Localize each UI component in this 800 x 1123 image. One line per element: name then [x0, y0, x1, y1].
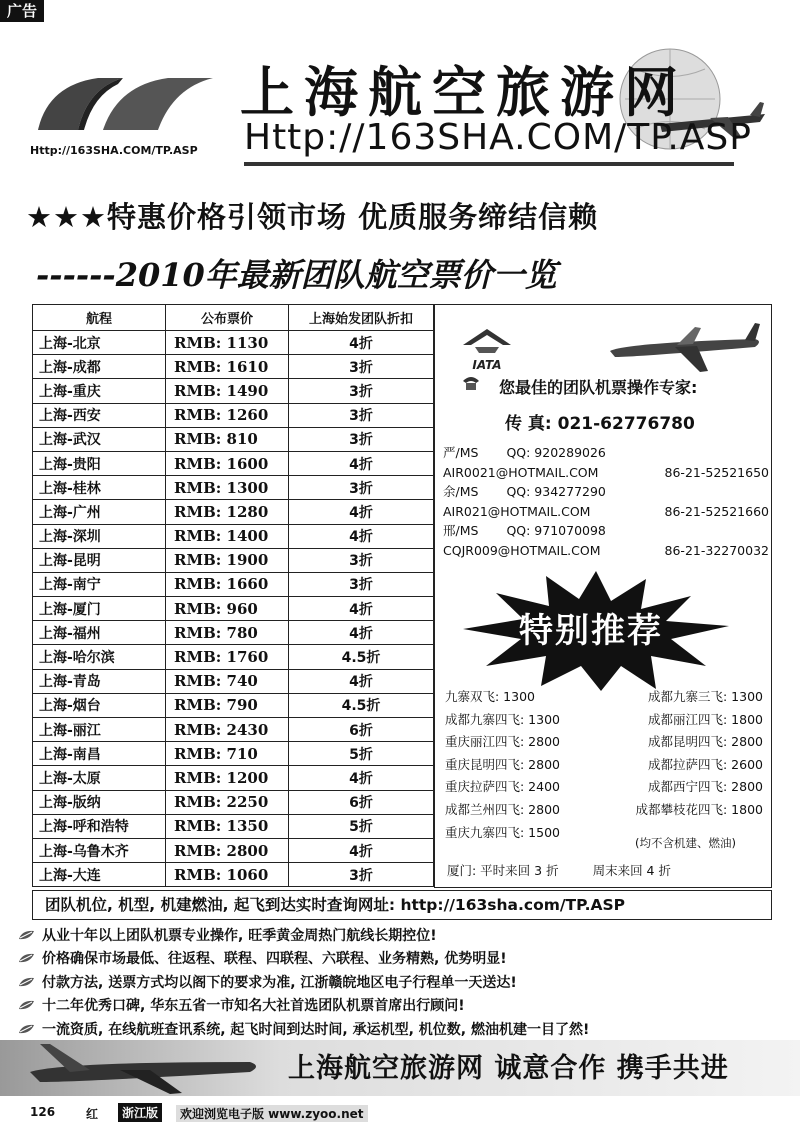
query-url-bar: 团队机位, 机型, 机建燃油, 起飞到达实时查询网址: http://163sha.com/TP.ASP — [32, 890, 772, 920]
contact-qq: QQ: 920289026 — [506, 445, 606, 460]
route-cell: 上海-贵阳 — [33, 451, 166, 475]
fare-cell: RMB: 1350 — [166, 814, 289, 838]
route-cell: 上海-武汉 — [33, 427, 166, 451]
contact-name: 余/MS — [443, 484, 479, 499]
page-footer — [0, 1103, 800, 1123]
contact-qq: QQ: 934277290 — [506, 484, 606, 499]
table-row — [33, 838, 434, 862]
header-route: 航程 — [33, 305, 166, 331]
table-row — [33, 669, 434, 693]
xiamen-offer — [447, 861, 701, 879]
fare-cell: RMB: 2250 — [166, 790, 289, 814]
table-row — [33, 597, 434, 621]
route-cell: 上海-桂林 — [33, 476, 166, 500]
logo-url: Http://163SHA.COM/TP.ASP — [30, 144, 198, 157]
magazine-name: 红 — [86, 1107, 99, 1121]
bullet-text: 价格确保市场最低、往返程、联程、四联程、六联程、业务精熟, 优势明显! — [42, 951, 507, 968]
route-cell: 上海-厦门 — [33, 597, 166, 621]
route-right: 成都拉萨四飞: 2600 — [648, 756, 763, 772]
discount-cell: 4.5折 — [289, 645, 434, 669]
brand-title: 上海航空旅游网 — [240, 60, 688, 124]
route-cell: 上海-烟台 — [33, 693, 166, 717]
page-number: 126 — [30, 1105, 56, 1119]
contact-qq: QQ: 971070098 — [506, 523, 606, 538]
special-recommend-title: 特别推荐 — [519, 611, 663, 651]
discount-cell: 4折 — [289, 669, 434, 693]
table-row — [33, 355, 434, 379]
route-cell: 上海-深圳 — [33, 524, 166, 548]
route-row — [445, 800, 763, 823]
list-title: ------2010年最新团队航空票价一览 — [36, 256, 557, 294]
fare-cell: RMB: 1400 — [166, 524, 289, 548]
contact-name: 邢/MS — [443, 523, 479, 538]
fare-cell: RMB: 780 — [166, 621, 289, 645]
route-cell: 上海-丽江 — [33, 718, 166, 742]
list-item — [18, 947, 798, 971]
route-left: 成都兰州四飞: 2800 — [445, 801, 560, 817]
discount-cell: 4折 — [289, 331, 434, 355]
route-cell: 上海-成都 — [33, 355, 166, 379]
route-cell: 上海-哈尔滨 — [33, 645, 166, 669]
url-underline — [244, 162, 734, 166]
discount-cell: 3折 — [289, 427, 434, 451]
fare-cell: RMB: 1660 — [166, 572, 289, 596]
route-cell: 上海-重庆 — [33, 379, 166, 403]
xiamen-weekend: 周末来回 4 折 — [592, 863, 671, 878]
discount-cell: 3折 — [289, 572, 434, 596]
tour-route-list — [445, 687, 763, 845]
route-left: 重庆丽江四飞: 2800 — [445, 734, 560, 750]
route-left: 九寨双飞: 1300 — [445, 689, 535, 704]
discount-cell: 3折 — [289, 403, 434, 427]
table-row — [33, 766, 434, 790]
route-left: 重庆昆明四飞: 2800 — [445, 756, 560, 772]
discount-cell: 5折 — [289, 814, 434, 838]
route-cell: 上海-广州 — [33, 500, 166, 524]
list-item — [18, 1017, 798, 1041]
route-cell: 上海-大连 — [33, 863, 166, 887]
route-cell: 上海-太原 — [33, 766, 166, 790]
footer-slogan: 上海航空旅游网 诚意合作 携手共进 — [288, 1053, 729, 1084]
route-row — [445, 710, 763, 733]
contact-row — [443, 521, 769, 541]
route-cell: 上海-呼和浩特 — [33, 814, 166, 838]
fare-cell: RMB: 1260 — [166, 403, 289, 427]
list-item — [18, 994, 798, 1018]
route-row — [445, 755, 763, 778]
header — [0, 22, 800, 182]
table-header-row — [33, 305, 434, 331]
table-row — [33, 863, 434, 887]
route-cell: 上海-福州 — [33, 621, 166, 645]
fare-cell: RMB: 1060 — [166, 863, 289, 887]
list-item — [18, 970, 798, 994]
contact-panel — [434, 304, 772, 888]
contact-phone: 86-21-52521660 — [664, 503, 769, 519]
leaf-bullet-icon — [18, 999, 36, 1011]
discount-cell: 5折 — [289, 742, 434, 766]
table-row — [33, 548, 434, 572]
fare-cell: RMB: 960 — [166, 597, 289, 621]
fare-cell: RMB: 1760 — [166, 645, 289, 669]
discount-cell: 4折 — [289, 621, 434, 645]
edition-badge: 浙江版 — [118, 1103, 162, 1122]
route-row — [445, 687, 763, 710]
route-right: 成都攀枝花四飞: 1800 — [635, 801, 763, 817]
route-row — [445, 777, 763, 800]
phone-icon — [461, 373, 481, 391]
table-row — [33, 524, 434, 548]
discount-cell: 4折 — [289, 524, 434, 548]
table-row — [33, 790, 434, 814]
leaf-bullet-icon — [18, 929, 36, 941]
table-row — [33, 814, 434, 838]
discount-cell: 6折 — [289, 790, 434, 814]
route-left: 重庆拉萨四飞: 2400 — [445, 779, 560, 795]
route-right: 成都丽江四飞: 1800 — [648, 711, 763, 727]
contact-row — [443, 502, 769, 522]
fare-cell: RMB: 1200 — [166, 766, 289, 790]
airplane-icon — [605, 317, 765, 377]
fare-cell: RMB: 2800 — [166, 838, 289, 862]
route-left: 成都九寨四飞: 1300 — [445, 711, 560, 727]
bullet-text: 从业十年以上团队机票专业操作, 旺季黄金周热门航线长期控位! — [42, 927, 437, 944]
leaf-bullet-icon — [18, 1023, 36, 1035]
bullet-text: 一流资质, 在线航班查讯系统, 起飞时间到达时间, 承运机型, 机位数, 燃油机建一目了然! — [42, 1021, 590, 1038]
route-cell: 上海-南昌 — [33, 742, 166, 766]
slogan: ★★★特惠价格引领市场 优质服务缔结信赖 — [26, 200, 599, 234]
contact-row — [443, 541, 769, 561]
route-left: 重庆九寨四飞: 1500 — [445, 824, 560, 840]
list-item — [18, 923, 798, 947]
table-row — [33, 403, 434, 427]
bullet-text: 十二年优秀口碑, 华东五省一市知名大社首选团队机票首席出行顾问! — [42, 998, 465, 1015]
table-row — [33, 476, 434, 500]
brand-logo-icon — [28, 70, 218, 140]
fare-cell: RMB: 710 — [166, 742, 289, 766]
price-table — [32, 304, 434, 887]
contact-phone: 86-21-32270032 — [664, 542, 769, 558]
fare-cell: RMB: 1490 — [166, 379, 289, 403]
route-cell: 上海-北京 — [33, 331, 166, 355]
header-discount: 上海始发团队折扣 — [289, 305, 434, 331]
discount-cell: 6折 — [289, 718, 434, 742]
fare-cell: RMB: 790 — [166, 693, 289, 717]
contact-row — [443, 482, 769, 502]
discount-cell: 4折 — [289, 838, 434, 862]
fare-cell: RMB: 740 — [166, 669, 289, 693]
route-right: 成都昆明四飞: 2800 — [648, 734, 763, 750]
table-row — [33, 427, 434, 451]
discount-cell: 4.5折 — [289, 693, 434, 717]
route-cell: 上海-青岛 — [33, 669, 166, 693]
feature-bullets — [18, 923, 798, 1041]
fare-cell: RMB: 2430 — [166, 718, 289, 742]
contact-row — [443, 443, 769, 463]
contact-name: 严/MS — [443, 445, 479, 460]
brand-url: Http://163SHA.COM/TP.ASP — [244, 117, 752, 158]
route-cell: 上海-乌鲁木齐 — [33, 838, 166, 862]
discount-cell: 3折 — [289, 355, 434, 379]
route-cell: 上海-西安 — [33, 403, 166, 427]
fare-cell: RMB: 1300 — [166, 476, 289, 500]
ad-tag: 广告 — [0, 0, 44, 22]
iata-logo-icon — [459, 323, 515, 373]
fare-cell: RMB: 1900 — [166, 548, 289, 572]
header-fare: 公布票价 — [166, 305, 289, 331]
fare-cell: RMB: 1130 — [166, 331, 289, 355]
table-row — [33, 645, 434, 669]
xiamen-weekday: 厦门: 平时来回 3 折 — [447, 863, 559, 878]
discount-cell: 3折 — [289, 548, 434, 572]
table-row — [33, 451, 434, 475]
discount-cell: 4折 — [289, 500, 434, 524]
route-cell: 上海-昆明 — [33, 548, 166, 572]
contact-email: CQJR009@HOTMAIL.COM — [443, 542, 601, 558]
fare-cell: RMB: 1280 — [166, 500, 289, 524]
route-row — [445, 732, 763, 755]
discount-cell: 4折 — [289, 766, 434, 790]
route-cell: 上海-南宁 — [33, 572, 166, 596]
contact-phone: 86-21-52521650 — [664, 464, 769, 480]
contact-email: AIR0021@HOTMAIL.COM — [443, 464, 599, 480]
bullet-text: 付款方法, 送票方式均以阁下的要求为准, 江浙赣皖地区电子行程单一天送达! — [42, 974, 517, 991]
fax-number: 传 真: 021-62776780 — [505, 414, 695, 434]
fare-cell: RMB: 1610 — [166, 355, 289, 379]
route-cell: 上海-版纳 — [33, 790, 166, 814]
table-row — [33, 331, 434, 355]
discount-cell: 4折 — [289, 451, 434, 475]
website-promo: 欢迎浏览电子版 www.zyoo.net — [176, 1105, 368, 1122]
price-note: (均不含机建、燃油) — [635, 836, 736, 850]
discount-cell: 3折 — [289, 863, 434, 887]
route-right: 成都九寨三飞: 1300 — [648, 689, 763, 704]
discount-cell: 3折 — [289, 476, 434, 500]
iata-label: IATA — [472, 358, 502, 372]
table-row — [33, 572, 434, 596]
leaf-bullet-icon — [18, 976, 36, 988]
fare-cell: RMB: 1600 — [166, 451, 289, 475]
table-row — [33, 742, 434, 766]
expert-title: 您最佳的团队机票操作专家: — [499, 378, 698, 397]
contact-list — [443, 443, 769, 560]
table-row — [33, 379, 434, 403]
leaf-bullet-icon — [18, 952, 36, 964]
table-row — [33, 693, 434, 717]
contact-row — [443, 463, 769, 483]
table-row — [33, 718, 434, 742]
contact-email: AIR021@HOTMAIL.COM — [443, 503, 591, 519]
discount-cell: 4折 — [289, 597, 434, 621]
fare-cell: RMB: 810 — [166, 427, 289, 451]
route-right: 成都西宁四飞: 2800 — [648, 779, 763, 795]
table-row — [33, 500, 434, 524]
table-row — [33, 621, 434, 645]
discount-cell: 3折 — [289, 379, 434, 403]
